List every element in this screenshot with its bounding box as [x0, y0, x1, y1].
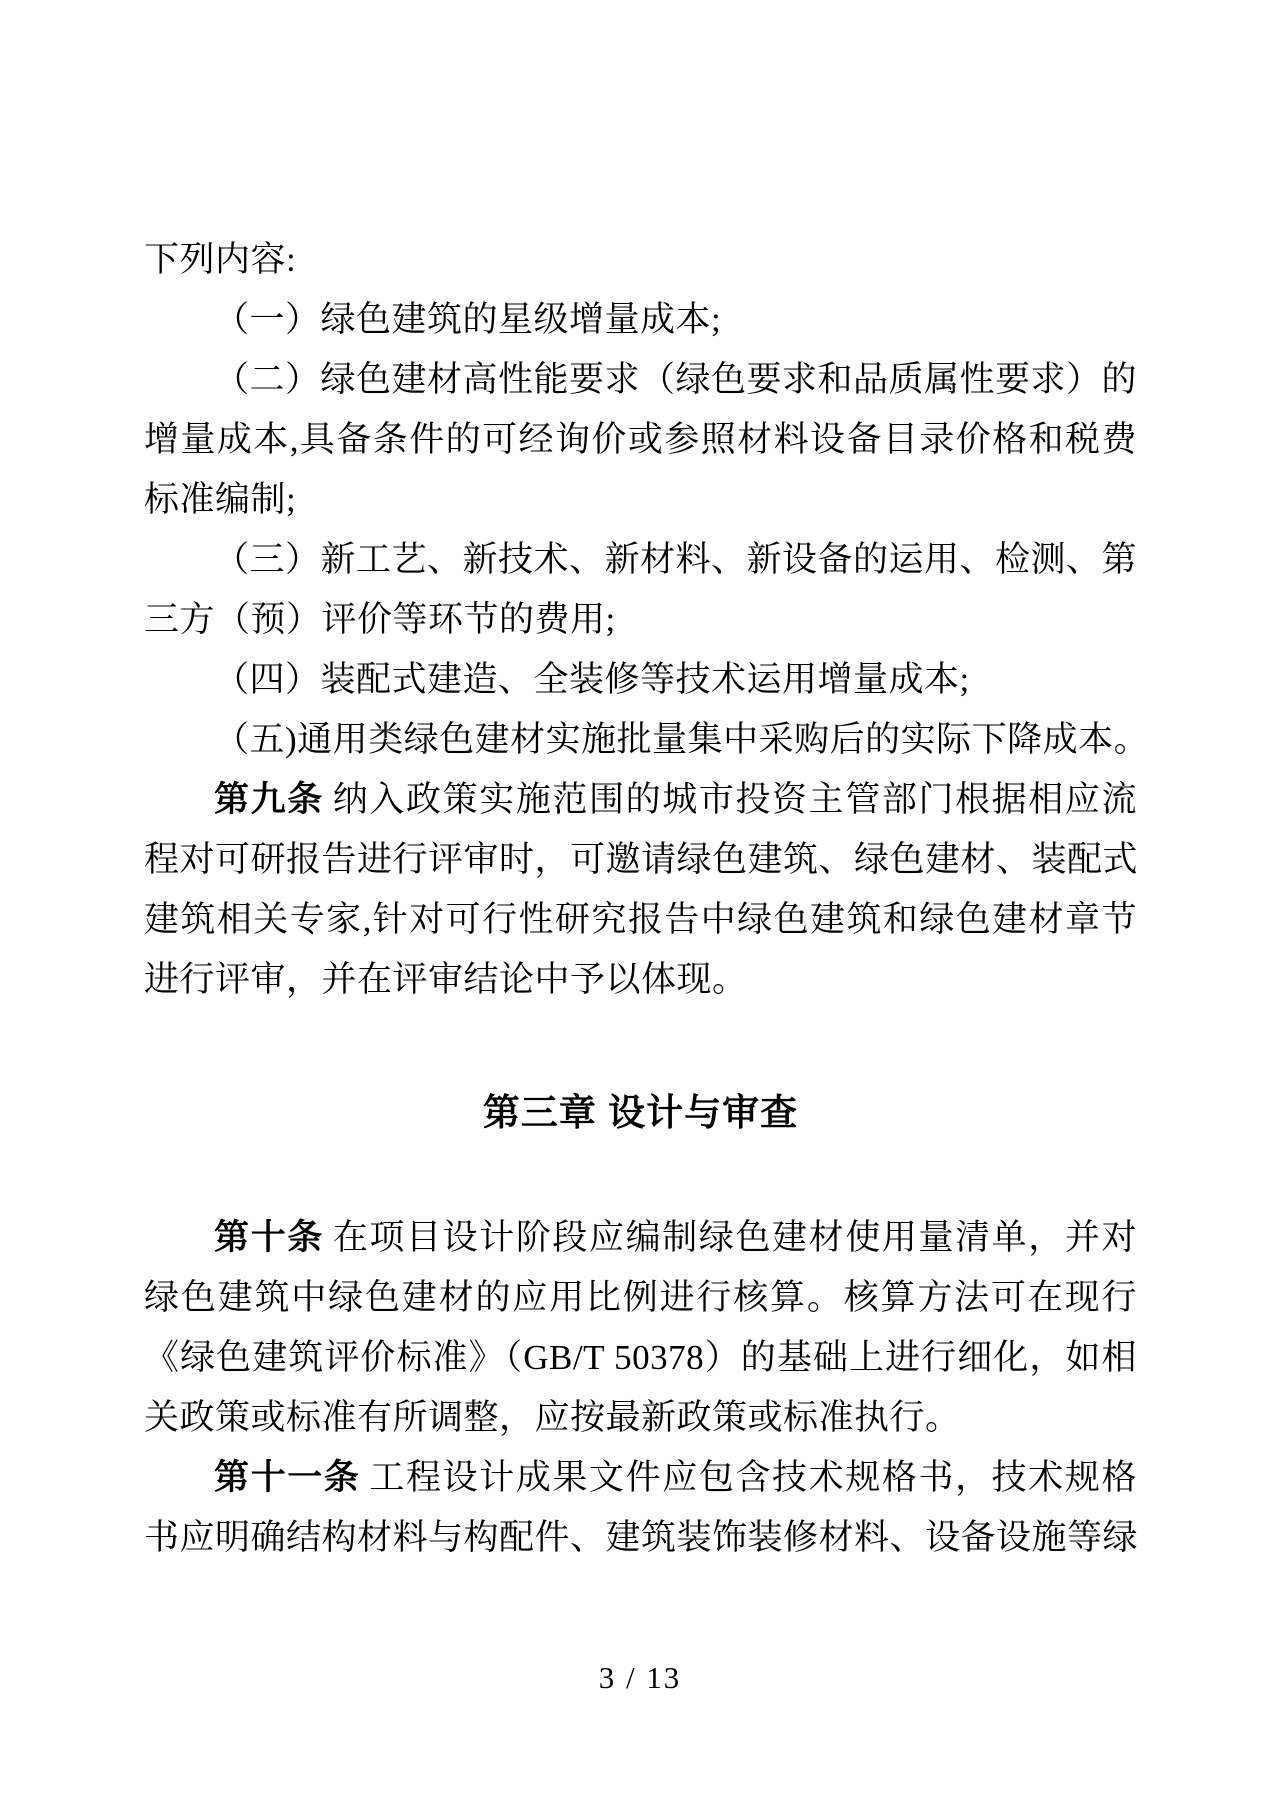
article-number: 第十条: [214, 1218, 324, 1257]
text-line: 三方（预）评价等环节的费用;: [144, 600, 616, 639]
page-footer: [0, 1660, 1280, 1696]
text-line: 建筑相关专家,针对可行性研究报告中绿色建筑和绿色建材章节: [144, 900, 1137, 939]
paragraph-block: [144, 230, 1150, 1010]
text-line: （三）新工艺、新技术、新材料、新设备的运用、检测、第: [214, 540, 1138, 579]
text-line: 《绿色建筑评价标准》（GB/T 50378）的基础上进行细化，如相: [144, 1338, 1137, 1377]
text-line: 关政策或标准有所调整，应按最新政策或标准执行。: [144, 1398, 961, 1437]
paragraph-block: [144, 1208, 1137, 1568]
text-line: 第十一条 工程设计成果文件应包含技术规格书，技术规格: [214, 1458, 1137, 1497]
text-line: （二）绿色建材高性能要求（绿色要求和品质属性要求）的: [214, 360, 1138, 399]
text-line: 第九条 纳入政策实施范围的城市投资主管部门根据相应流: [214, 780, 1137, 819]
article-number: 第九条: [214, 780, 324, 819]
chapter-heading: 第三章 设计与审查: [482, 1092, 799, 1133]
text-line: 增量成本,具备条件的可经询价或参照材料设备目录价格和税费: [144, 420, 1137, 459]
text-line: 标准编制;: [144, 480, 297, 519]
text-line: 绿色建筑中绿色建材的应用比例进行核算。核算方法可在现行: [144, 1278, 1137, 1317]
article-number: 第十一条: [214, 1458, 361, 1497]
text-line: 程对可研报告进行评审时，可邀请绿色建筑、绿色建材、装配式: [144, 840, 1139, 879]
text-line: 书应明确结构材料与构配件、建筑装饰装修材料、设备设施等绿: [144, 1518, 1139, 1557]
text-line: （四）装配式建造、全装修等技术运用增量成本;: [214, 660, 970, 699]
text-line: 进行评审，并在评审结论中予以体现。: [144, 960, 748, 999]
text-line: （五)通用类绿色建材实施批量集中采购后的实际下降成本。: [214, 720, 1150, 759]
text-line: 第十条 在项目设计阶段应编制绿色建材使用量清单，并对: [214, 1218, 1137, 1257]
document-content: [144, 230, 1150, 1568]
text-line: 下列内容:: [144, 240, 297, 279]
text-line: （一）绿色建筑的星级增量成本;: [214, 300, 722, 339]
page-number: 3 / 13: [598, 1660, 682, 1695]
